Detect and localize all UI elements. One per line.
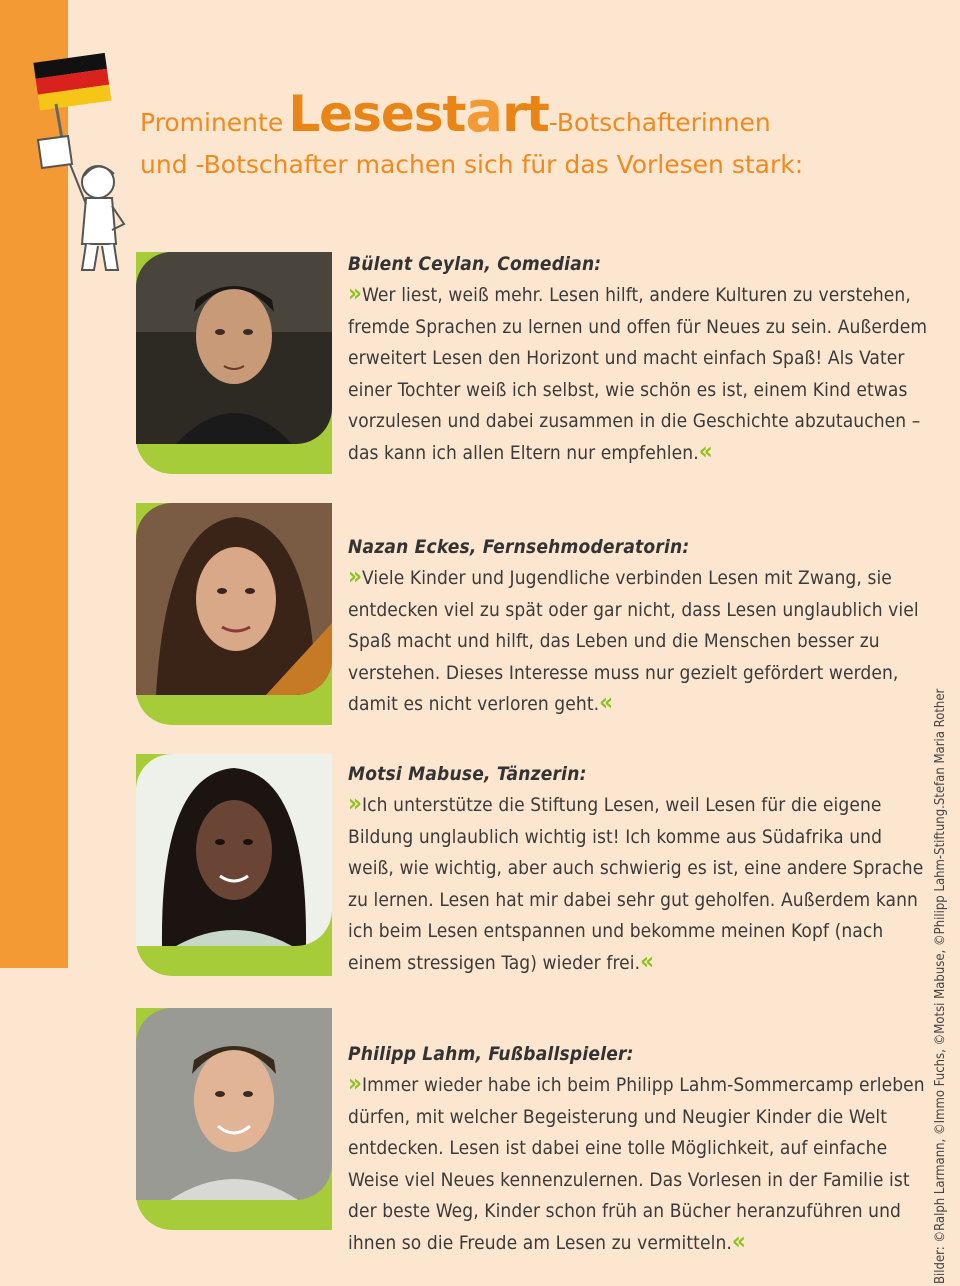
page-title-line-1: [140, 80, 930, 146]
quote-text: Viele Kinder und Jugendliche verbinden Lesen mit Zwang, sie entdecken viel zu spät oder gar nicht, dass Lesen unglaublich viel Spaß macht und hilft, das Leben und die Menschen besser zu verstehen. Dieses Interesse muss nur gezielt gefördert werden, damit es nicht verloren geht.: [348, 567, 919, 715]
quote-open-mark: »: [348, 1069, 363, 1097]
quote-open-mark: »: [348, 789, 363, 817]
ambassador-name: Bülent Ceylan, Comedian:: [348, 253, 602, 275]
portrait-photo: [136, 503, 332, 695]
portrait-photo: [136, 1008, 332, 1200]
mascot-with-flag-icon: [20, 44, 140, 276]
title-suffix: -Botschafterinnen: [548, 108, 771, 137]
portrait-frame: [136, 754, 332, 976]
portrait-frame: [136, 503, 332, 725]
quote-open-mark: »: [348, 562, 363, 590]
logo-text-a: a: [465, 80, 503, 145]
title-prefix: Prominente: [140, 108, 284, 137]
ambassador-quote: [348, 280, 928, 469]
portrait-photo: [136, 754, 332, 946]
ambassador-name: Philipp Lahm, Fußballspieler:: [348, 1043, 634, 1065]
portrait-photo: [136, 252, 332, 444]
portrait-frame: [136, 252, 332, 474]
ambassador-quote: [348, 563, 928, 721]
quote-text: Ich unterstütze die Stiftung Lesen, weil Lesen für die eigene Bildung unglaublich wichtig ist! Ich komme aus Südafrika und weiß, wie wichtig, aber auch schwierig es ist, eine andere Sprache zu lernen. Lesen hat mir dabei sehr gut geholfen. Außerdem kann ich beim Lesen entspannen und bekomme meinen Kopf (nach einem stressigen Tag) wieder frei.: [348, 794, 924, 974]
quote-close-mark: «: [698, 436, 713, 465]
page-title-line-2: und -Botschafter machen sich für das Vorlesen stark:: [140, 150, 804, 179]
quote-close-mark: «: [731, 1226, 746, 1255]
ambassador-quote: [348, 790, 928, 979]
logo-text-2: rt: [502, 85, 549, 143]
quote-open-mark: »: [348, 279, 363, 307]
ambassador-quote: [348, 1070, 928, 1259]
quote-text: Wer liest, weiß mehr. Lesen hilft, andere Kulturen zu verstehen, fremde Sprachen zu lernen und offen für Neues zu sein. Außerdem erweitert Lesen den Horizont und macht einfach Spaß! Als Vater einer Tochter weiß ich selbst, wie schön es ist, einem Kind etwas vorzulesen und dabei zusammen in die Geschichte abzutauchen – das kann ich allen Eltern nur empfehlen.: [348, 284, 928, 464]
lesestart-logo: [288, 80, 549, 145]
quote-close-mark: «: [640, 946, 655, 975]
logo-text-1: Lesest: [288, 85, 466, 143]
ambassador-name: Motsi Mabuse, Tänzerin:: [348, 763, 587, 785]
quote-close-mark: «: [599, 688, 614, 716]
ambassador-name: Nazan Eckes, Fernsehmoderatorin:: [348, 536, 690, 558]
portrait-frame: [136, 1008, 332, 1230]
quote-text: Immer wieder habe ich beim Philipp Lahm-Sommercamp erleben dürfen, mit welcher Begeisterung und Neugier Kinder die Welt entdecken. Lesen ist dabei eine tolle Möglichkeit, auf einfache Weise viel Neues kennenzulernen. Das Vorlesen in der Familie ist der beste Weg, Kinder schon früh an Bücher heranzuführen und ihnen so die Freude am Lesen zu vermitteln.: [348, 1074, 925, 1254]
image-credits: Bilder: ©Ralph Larmann, ©Immo Fuchs, ©Motsi Mabuse, ©Philipp Lahm-Stiftung.Stefan Maria Rother: [933, 688, 948, 1284]
